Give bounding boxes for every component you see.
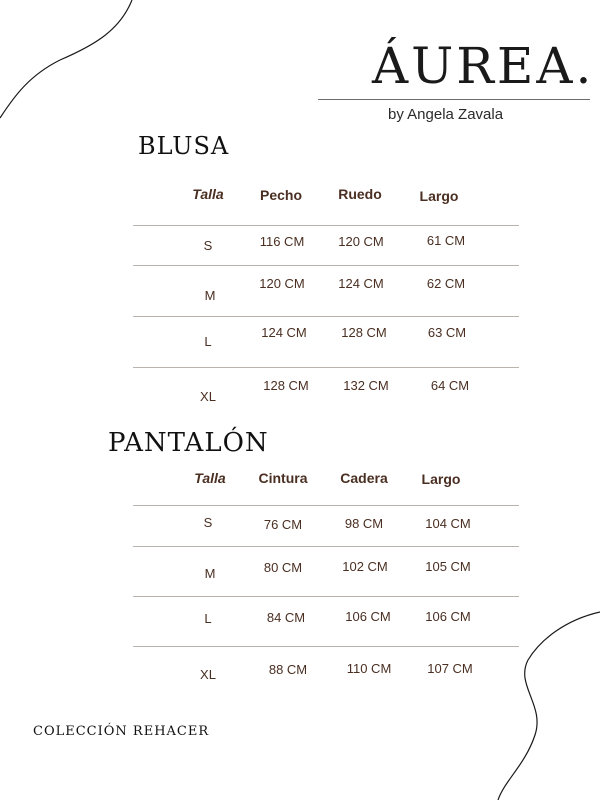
brand-logo: ÁUREA. xyxy=(372,37,595,95)
brand-byline: by Angela Zavala xyxy=(388,106,504,123)
pantalon-cell: 80 CM xyxy=(263,560,303,575)
collection-footer: COLECCIÓN REHACER xyxy=(33,724,210,739)
blusa-cell: L xyxy=(204,334,212,349)
blusa-cell: 64 CM xyxy=(430,378,470,393)
blusa-header-pecho: Pecho xyxy=(259,187,302,203)
pantalon-cell: 88 CM xyxy=(268,662,308,677)
pantalon-cell: L xyxy=(204,611,212,626)
bottom-right-curve xyxy=(498,612,600,800)
blusa-cell: 132 CM xyxy=(343,378,389,393)
pantalon-row-divider xyxy=(133,546,519,547)
pantalon-row-divider xyxy=(133,505,519,506)
pantalon-cell: 84 CM xyxy=(266,610,306,625)
pantalon-cell: 104 CM xyxy=(425,516,471,531)
pantalon-header-cadera: Cadera xyxy=(340,470,388,486)
pantalon-cell: 106 CM xyxy=(425,609,471,624)
blusa-row-divider xyxy=(133,367,519,368)
blusa-cell: 120 CM xyxy=(259,276,305,291)
blusa-cell: 128 CM xyxy=(263,378,309,393)
blusa-header-talla: Talla xyxy=(192,186,224,202)
blusa-cell: 61 CM xyxy=(426,233,466,248)
pantalon-cell: 98 CM xyxy=(344,516,384,531)
pantalon-cell: 76 CM xyxy=(263,517,303,532)
blusa-header-ruedo: Ruedo xyxy=(338,186,382,202)
blusa-row-divider xyxy=(133,225,519,226)
pantalon-cell: S xyxy=(203,515,213,530)
pantalon-title: PANTALÓN xyxy=(108,428,269,458)
blusa-cell: 62 CM xyxy=(426,276,466,291)
blusa-cell: M xyxy=(204,288,216,303)
blusa-title: BLUSA xyxy=(138,132,230,160)
pantalon-row-divider xyxy=(133,646,519,647)
blusa-cell: XL xyxy=(200,389,216,404)
pantalon-row-divider xyxy=(133,596,519,597)
pantalon-cell: 107 CM xyxy=(427,661,473,676)
blusa-row-divider xyxy=(133,316,519,317)
blusa-cell: S xyxy=(203,238,213,253)
pantalon-header-cintura: Cintura xyxy=(258,470,308,486)
blusa-cell: 63 CM xyxy=(427,325,467,340)
blusa-header-largo: Largo xyxy=(419,188,459,204)
blusa-cell: 128 CM xyxy=(341,325,387,340)
pantalon-cell: M xyxy=(204,566,216,581)
brand-divider xyxy=(318,99,590,100)
pantalon-header-talla: Talla xyxy=(194,470,226,486)
blusa-cell: 120 CM xyxy=(338,234,384,249)
pantalon-cell: XL xyxy=(200,667,216,682)
pantalon-cell: 110 CM xyxy=(346,661,392,676)
pantalon-cell: 102 CM xyxy=(342,559,388,574)
pantalon-header-largo: Largo xyxy=(421,471,461,487)
pantalon-cell: 106 CM xyxy=(345,609,391,624)
blusa-row-divider xyxy=(133,265,519,266)
blusa-cell: 116 CM xyxy=(259,234,305,249)
top-left-curve xyxy=(0,0,132,118)
pantalon-cell: 105 CM xyxy=(425,559,471,574)
blusa-cell: 124 CM xyxy=(261,325,307,340)
blusa-cell: 124 CM xyxy=(338,276,384,291)
